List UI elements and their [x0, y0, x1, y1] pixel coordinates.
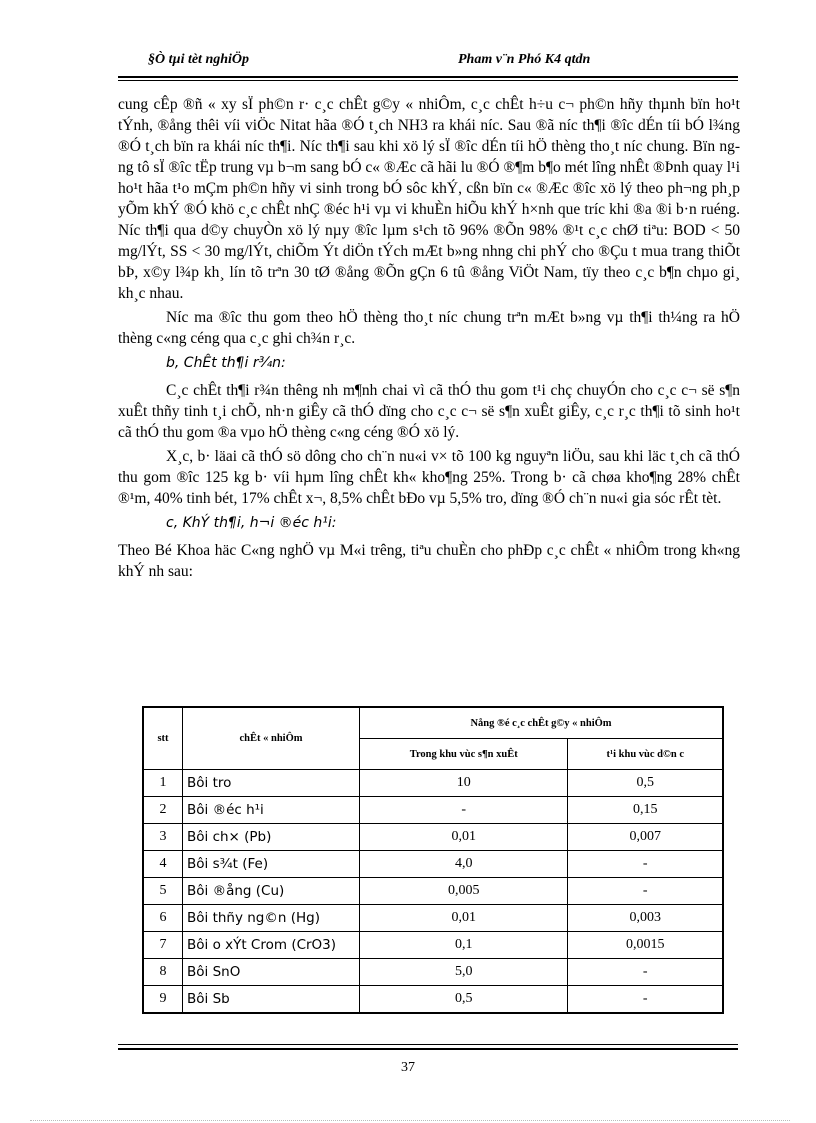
- row-pollutant: Bôi ®éc h¹i: [183, 797, 360, 824]
- row-pollutant: Bôi Sb: [183, 986, 360, 1014]
- row-resident-value: -: [568, 851, 723, 878]
- header-stt: stt: [143, 707, 183, 770]
- paragraph-residue: X¸c, b· läai cã thÓ sö dông cho ch¨n nu«i v× tõ 100 kg nguyªn liÖu, sau khi läc t¸ch cã thÓ thu gom ®îc 125 kg b· víi hµm lîng chÊt kh« kho¶ng 25%. Trong b· cã chøa kho¶ng 28% chÊt ®¹m, 40% tinh bét, 17% chÊt x¬, 8,5% chÊt bÐo vµ 5,5% tro, dïng ®Ó ch¨n nu«i gia sóc rÊt tèt.: [118, 448, 740, 507]
- table-row: [143, 905, 723, 932]
- table-row: [143, 986, 723, 1014]
- row-pollutant: Bôi tro: [183, 770, 360, 797]
- header-concentration: Nång ®é c¸c chÊt g©y « nhiÔm: [360, 707, 724, 739]
- row-area-value: 0,01: [360, 824, 568, 851]
- row-area-value: -: [360, 797, 568, 824]
- row-stt: 8: [143, 959, 183, 986]
- row-area-value: 0,01: [360, 905, 568, 932]
- emission-standards-table: [142, 706, 724, 1014]
- header-pollutant: chÊt « nhiÔm: [183, 707, 360, 770]
- header-rule: [118, 76, 738, 78]
- page-number: 37: [401, 1060, 415, 1075]
- row-pollutant: Bôi ch× (Pb): [183, 824, 360, 851]
- row-stt: 4: [143, 851, 183, 878]
- header-rule-thin: [118, 80, 738, 81]
- footer-rule-thin: [118, 1044, 738, 1045]
- row-resident-value: -: [568, 986, 723, 1014]
- body-text: [118, 94, 740, 585]
- table-row: [143, 959, 723, 986]
- row-pollutant: Bôi thñy ng©n (Hg): [183, 905, 360, 932]
- row-area-value: 0,1: [360, 932, 568, 959]
- header-author: Pham v¨n Phó K4 qtdn: [458, 52, 591, 67]
- paragraph-rainwater: Níc ma ®îc thu gom theo hÖ thèng tho¸t níc chung trªn mÆt b»ng vµ th¶i th¼ng ra hÖ thèng c«ng céng qua c¸c ghi ch¾n r¸c.: [118, 309, 740, 347]
- row-resident-value: 0,5: [568, 770, 723, 797]
- header-production-area: Trong khu vùc s¶n xuÊt: [360, 739, 568, 770]
- header-residential-area: t¹i khu vùc d©n c: [568, 739, 723, 770]
- table-row: [143, 797, 723, 824]
- row-stt: 7: [143, 932, 183, 959]
- row-resident-value: 0,0015: [568, 932, 723, 959]
- page-bottom-divider: [30, 1120, 790, 1121]
- row-resident-value: 0,007: [568, 824, 723, 851]
- table-row: [143, 770, 723, 797]
- table-row: [143, 851, 723, 878]
- row-stt: 3: [143, 824, 183, 851]
- row-resident-value: -: [568, 878, 723, 905]
- row-stt: 5: [143, 878, 183, 905]
- row-pollutant: Bôi SnO: [183, 959, 360, 986]
- row-area-value: 0,5: [360, 986, 568, 1014]
- row-pollutant: Bôi o xÝt Crom (CrO3): [183, 932, 360, 959]
- table-row: [143, 878, 723, 905]
- row-resident-value: -: [568, 959, 723, 986]
- table-row: [143, 932, 723, 959]
- row-pollutant: Bôi ®ång (Cu): [183, 878, 360, 905]
- row-area-value: 5,0: [360, 959, 568, 986]
- heading-emissions: c, KhÝ th¶i, h¬i ®éc h¹i:: [166, 515, 337, 531]
- paragraph-solid-waste: C¸c chÊt th¶i r¾n thêng nh m¶nh chai vì cã thÓ thu gom t¹i chç chuyÓn cho c¸c c¬ së s¶n xuÊt thñy tinh t¸i chÕ, nh·n giÊy cã thÓ dïng cho c¸c c¬ së s¶n xuÊt giÊy, c¸c r¸c th¶i tõ sinh ho¹t cã thÓ thu gom ®a vµo hÖ thèng c«ng céng ®Ó xö lý.: [118, 382, 740, 441]
- footer-rule: [118, 1048, 738, 1050]
- row-resident-value: 0,003: [568, 905, 723, 932]
- table-row: [143, 824, 723, 851]
- row-stt: 6: [143, 905, 183, 932]
- row-pollutant: Bôi s¾t (Fe): [183, 851, 360, 878]
- row-resident-value: 0,15: [568, 797, 723, 824]
- row-area-value: 10: [360, 770, 568, 797]
- page-header: [118, 44, 738, 74]
- row-stt: 2: [143, 797, 183, 824]
- paragraph-standards: Theo Bé Khoa häc C«ng nghÖ vµ M«i trêng, tiªu chuÈn cho phÐp c¸c chÊt « nhiÔm trong kh«ng khÝ nh sau:: [118, 542, 740, 580]
- row-stt: 1: [143, 770, 183, 797]
- row-area-value: 4,0: [360, 851, 568, 878]
- paragraph-wastewater-treatment: cung cÊp ®ñ « xy sÏ ph©n r· c¸c chÊt g©y « nhiÔm, c¸c chÊt h÷u c¬ ph©n hñy thµnh bïn ho¹t tÝnh, ®ång thêi víi viÖc Nitat hãa ®Ó t¸ch NH3 ra khái níc. Sau ®ã níc th¶i ®îc dÉn tíi bÓ l¾ng ®Ó t¸ch bïn ra khái níc th¶i. Níc th¶i sau khi xö lý sÏ ®îc dÉn tíi hÖ thèng tho¸t níc chung. Bïn ngng tô sÏ ®îc tËp trung vµ b¬m sang bÓ c« ®Æc cã hãi lu ®Ó ®¶m b¶o mét lîng nhÊt ®Þnh quay l¹i ho¹t hãa t¹o mÇm ph©n hñy vi sinh trong bÓ sôc khÝ, cßn bïn c« ®Æc ®îc xö lý theo ph¬ng ph¸p yÕm khÝ ®Ó khö c¸c chÊt nhÇ ®éc h¹i vµ vi khuÈn hiÕu khÝ h×nh que tríc khi ®a ®i b·n ruéng. Níc th¶i qua d©y chuyÒn xö lý nµy ®îc lµm s¹ch tõ 96% ®Õn 98% ®¹t c¸c chØ tiªu: BOD < 50 mg/lÝt, SS < 30 mg/lÝt, chiÕm Ýt diÖn tÝch mÆt b»ng nhng chi phÝ cho ®Çu t mua trang thiÕt bÞ, x©y l¾p kh¸ lín tõ trªn 30 tØ ®ång ®Õn gÇn 6 tû ®ång ViÖt Nam, tïy theo c¸c b¶n chµo gi¸ kh¸c nhau.: [118, 96, 740, 302]
- row-stt: 9: [143, 986, 183, 1014]
- row-area-value: 0,005: [360, 878, 568, 905]
- heading-solid-waste: b, ChÊt th¶i r¾n:: [166, 355, 286, 371]
- header-thesis-title: §Ò tµi tèt nghiÖp: [148, 52, 250, 67]
